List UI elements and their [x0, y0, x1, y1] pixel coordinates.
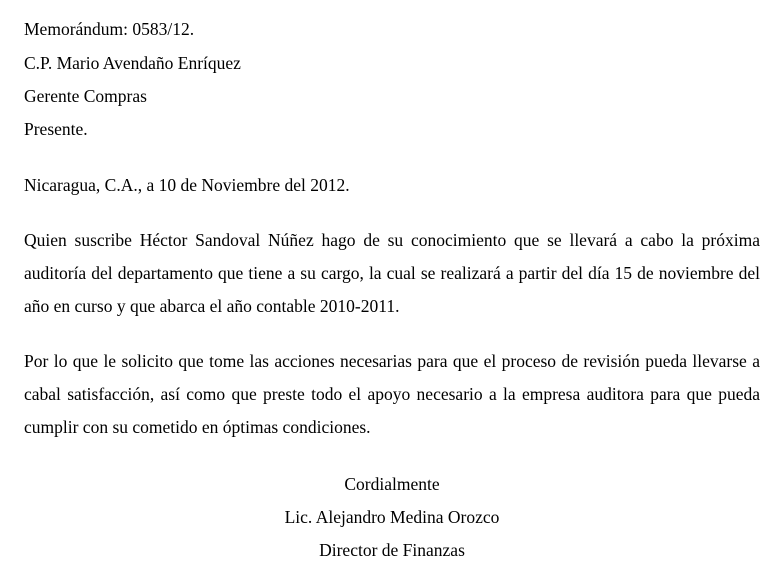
body-paragraph-1: Quien suscribe Héctor Sandoval Núñez hago de su conocimiento que se llevará a cabo la próxima auditoría del departamento que tiene a su cargo, la cual se realizará a partir del día 15 de noviembre del año en curso y que abarca el año contable 2010-2011.: [24, 230, 760, 316]
sender-title: Director de Finanzas: [319, 540, 465, 560]
recipient-title: Gerente Compras: [24, 86, 147, 106]
sender-name: Lic. Alejandro Medina Orozco: [284, 507, 500, 527]
memo-number: Memorándum: 0583/12.: [24, 19, 195, 39]
closing-salutation: Cordialmente: [344, 474, 440, 494]
date-line: Nicaragua, C.A., a 10 de Noviembre del 2012.: [24, 175, 350, 195]
body-paragraph-2: Por lo que le solicito que tome las acciones necesarias para que el proceso de revisión pueda llevarse a cabal satisfacción, así como que preste todo el apoyo necesario a la empresa auditora para que pueda cumplir con su cometido en óptimas condiciones.: [24, 351, 760, 437]
recipient-name: C.P. Mario Avendaño Enríquez: [24, 53, 241, 73]
greeting: Presente.: [24, 119, 88, 139]
